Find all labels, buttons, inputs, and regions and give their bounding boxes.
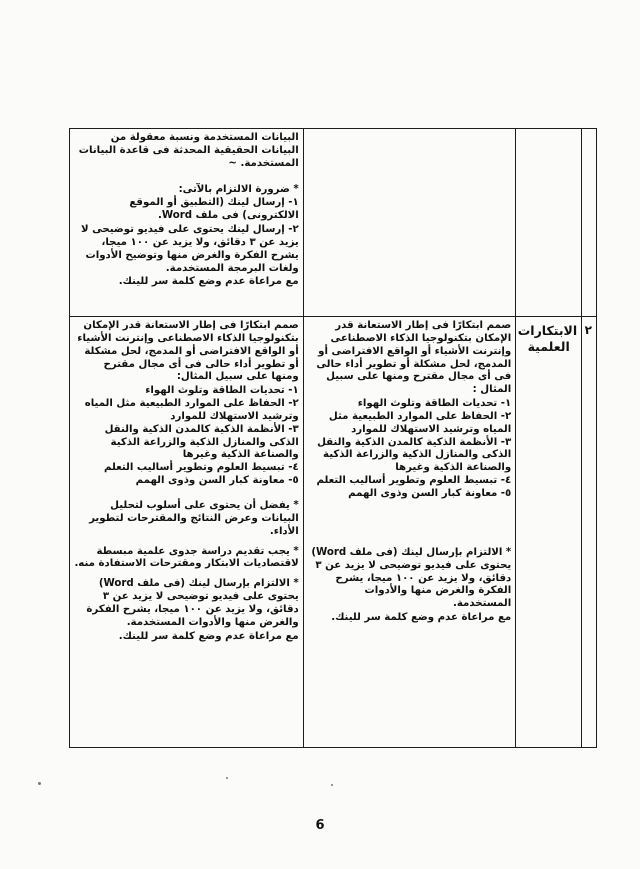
conditions-intro: صمم ابتكارًا فى إطار الاستعانة قدر الإمكان بتكنولوجيا الذكاء الاصطناعى وإنترنت الأشياء أو الواقع الافتراضى أو المدمج، لحل مشكلة أو تطوير أداء حالى فى أى مجال مقترح ومنها على سبيل المثال: (77, 320, 299, 383)
analysis-note: * يفضل أن يحتوى على أسلوب لتحليل البيانات وعرض النتائج والمقترحات لتطوير الأداء. (89, 499, 299, 537)
scan-speck (331, 784, 333, 786)
password-note: مع مراعاة عدم وضع كلمة سر للينك. (118, 276, 299, 288)
description-item-3: ٣- الأنظمة الذكية كالمدن الذكية والنقل الذكى والمنازل الذكية والزراعة الذكية والصناعة الذكية وغيرها (317, 436, 512, 474)
table-row-continued (70, 129, 597, 317)
scan-speck (226, 777, 228, 779)
conditions-item-5: ٥- معاونة كبار السن وذوى الهمم (135, 475, 299, 487)
title-cell-empty (516, 129, 582, 317)
conditions-item-4: ٤- تبسيط العلوم وتطوير أساليب التعلم (103, 462, 299, 474)
conditions-cell-continued (70, 129, 304, 317)
middle-cell-empty (303, 129, 516, 317)
row-title: الابتكارات العلمية (516, 317, 582, 748)
conditions-item-3: ٣- الأنظمة الذكية كالمدن الذكية والنقل الذكى والمنازل الذكية والزراعة الذكية والصناعة الذكية وغيرها (104, 423, 299, 461)
scan-speck (38, 782, 41, 785)
conditions-item-2: ٢- الحفاظ على الموارد الطبيعية مثل المياه وترشيد الاستهلاك للموارد (84, 398, 299, 422)
description-item-1: ١- تحديات الطاقة وتلوث الهواء (357, 398, 512, 410)
description-cell (303, 317, 516, 748)
requirements-table (69, 128, 597, 748)
description-link-note: * الالتزام بإرسال لينك (فى ملف Word) يحتوى على فيديو توضيحى لا يزيد عن ٣ دقائق، ولا يزيد عن ١٠٠ ميجا، يشرح الفكرة والغرض منها والأدوات المستخدمة. (311, 546, 512, 610)
link-note: * الالتزام بإرسال لينك (فى ملف Word) يحتوى على فيديو توضيحى لا يزيد عن ٣ دقائق، ولا يزيد عن ١٠٠ ميجا، يشرح الفكرة والغرض منها والأدوات المستخدمة. (86, 578, 299, 628)
description-intro: صمم ابتكارًا فى إطار الاستعانة قدر الإمكان بتكنولوجيا الذكاء الاصطناعى وإنترنت الأشياء أو الواقع الافتراضى أو المدمج، لحل مشكلة أو تطوير أداء حالى فى أى مجال مقترح ومنها على سبيل المثال : (316, 320, 512, 396)
description-item-4: ٤- تبسيط العلوم وتطوير أساليب التعلم (316, 475, 512, 487)
description-password-note: مع مراعاة عدم وضع كلمة سر للينك. (331, 612, 512, 624)
feasibility-note: * يجب تقديم دراسة جدوى علمية مبسطة لاقتصاديات الابتكار ومقترحات الاستفادة منه. (74, 545, 299, 570)
number-cell-empty (582, 129, 597, 317)
row-number: ٢ (582, 317, 597, 748)
conditions-cell (70, 317, 304, 748)
commitment-item-2: ٢- إرسال لينك يحتوى على فيديو توضيحى لا يزيد عن ٣ دقائق، ولا يزيد عن ١٠٠ ميجا، يشرح الفكرة والغرض منها وتوضيح الأدوات ولغات البرمجة المستخدمة. (80, 224, 299, 274)
description-item-5: ٥- معاونة كبار السن وذوى الهمم (348, 487, 512, 499)
page-number: 6 (315, 818, 325, 833)
password-note-2: مع مراعاة عدم وضع كلمة سر للينك. (118, 630, 299, 642)
conditions-item-1: ١- تحديات الطاقة وتلوث الهواء (145, 385, 299, 397)
commitment-heading: * ضرورة الالتزام بالآتى: (178, 183, 299, 195)
description-item-2: ٢- الحفاظ على الموارد الطبيعية مثل المياه وترشيد الاستهلاك للموارد (328, 410, 512, 435)
table-row-innovations (70, 317, 597, 748)
commitment-item-1: ١- إرسال لينك (التطبيق أو الموقع الالكترونى) فى ملف Word. (129, 197, 299, 222)
data-note: البيانات المستخدمة ونسبة معقولة من البيانات الحقيقية المحدثة فى قاعدة البيانات المستخدمة. ~ (78, 132, 299, 169)
